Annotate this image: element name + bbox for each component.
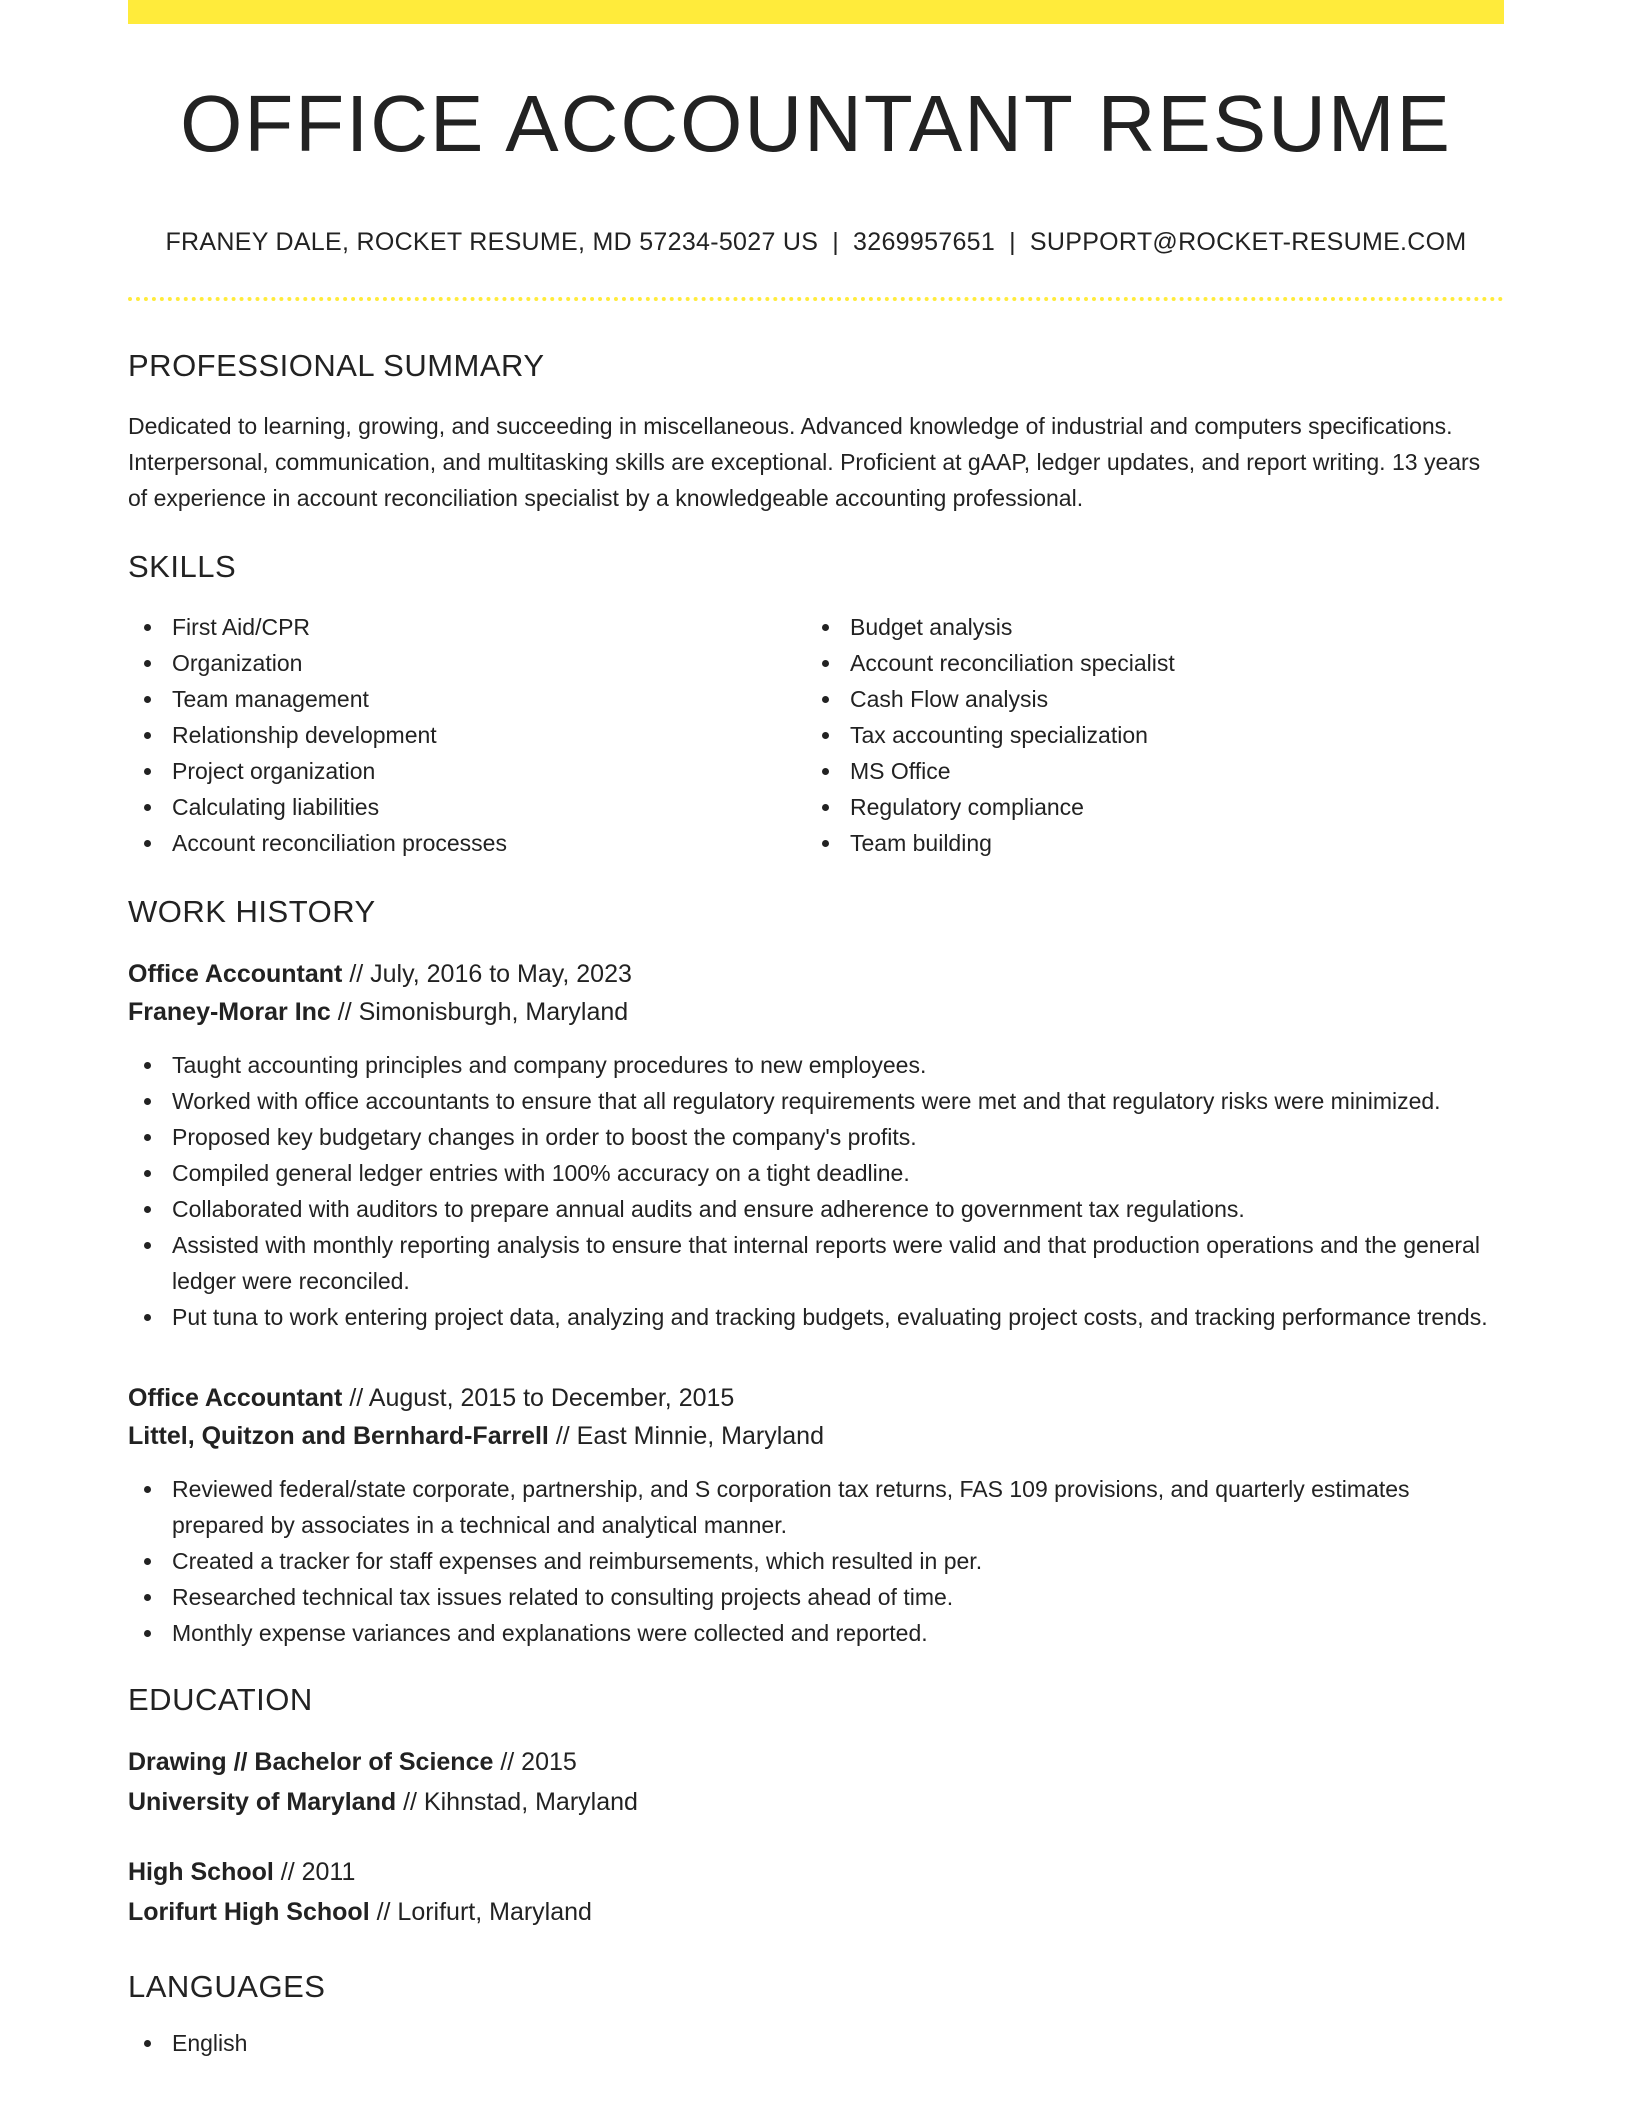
job-entry bbox=[128, 955, 1504, 1335]
education-degree-line bbox=[128, 1742, 1504, 1782]
job-entry bbox=[128, 1379, 1504, 1651]
skill-item: Organization bbox=[128, 645, 806, 681]
job-duties-list bbox=[128, 1471, 1504, 1651]
skills-grid bbox=[128, 609, 1504, 861]
job-title-line bbox=[128, 1379, 1504, 1417]
skill-item: Team building bbox=[806, 825, 1484, 861]
job-location: // Simonisburgh, Maryland bbox=[330, 997, 629, 1026]
skills-column-left bbox=[128, 609, 806, 861]
job-duty: Reviewed federal/state corporate, partnership, and S corporation tax returns, FAS 109 provisions, and quarterly estimates prepared by associates in a technical and analytical manner. bbox=[128, 1471, 1504, 1543]
education-year: // 2015 bbox=[493, 1747, 577, 1776]
education-location: // Kihnstad, Maryland bbox=[396, 1787, 638, 1816]
education-degree: Drawing // Bachelor of Science bbox=[128, 1747, 494, 1776]
languages-list bbox=[128, 2025, 1504, 2061]
skills-column-right bbox=[806, 609, 1484, 861]
education-school: University of Maryland bbox=[128, 1787, 397, 1816]
job-title-line bbox=[128, 955, 1504, 993]
job-title: Office Accountant bbox=[128, 1383, 343, 1412]
skills-heading: SKILLS bbox=[128, 549, 237, 585]
contact-phone: 3269957651 bbox=[853, 228, 996, 256]
skill-item: MS Office bbox=[806, 753, 1484, 789]
skill-item: Relationship development bbox=[128, 717, 806, 753]
contact-address: FRANEY DALE, ROCKET RESUME, MD 57234-5027 US bbox=[165, 228, 819, 256]
summary-text: Dedicated to learning, growing, and succeeding in miscellaneous. Advanced knowledge of industrial and computers specifications. Interpersonal, communication, and multitasking skills are exceptional. Proficient at gAAP, ledger updates, and report writing. 13 years of experience in account reconciliation specialist by a knowledgeable accounting professional. bbox=[128, 413, 1481, 512]
job-duty: Monthly expense variances and explanations were collected and reported. bbox=[128, 1615, 1504, 1651]
contact-line bbox=[128, 228, 1504, 257]
contact-separator: | bbox=[1009, 228, 1016, 256]
job-company: Franey-Morar Inc bbox=[128, 997, 331, 1026]
education-entry bbox=[128, 1852, 1504, 1932]
education-location: // Lorifurt, Maryland bbox=[369, 1897, 592, 1926]
education-school: Lorifurt High School bbox=[128, 1897, 370, 1926]
job-duty: Put tuna to work entering project data, analyzing and tracking budgets, evaluating project costs, and tracking performance trends. bbox=[128, 1299, 1504, 1335]
job-duties-list bbox=[128, 1047, 1504, 1335]
job-company: Littel, Quitzon and Bernhard-Farrell bbox=[128, 1421, 549, 1450]
skill-item: Team management bbox=[128, 681, 806, 717]
contact-email: SUPPORT@ROCKET-RESUME.COM bbox=[1029, 228, 1467, 256]
education-school-line bbox=[128, 1782, 1504, 1822]
contact-separator: | bbox=[832, 228, 840, 256]
job-title: Office Accountant bbox=[128, 959, 343, 988]
skill-item: Account reconciliation processes bbox=[128, 825, 806, 861]
skill-item: Project organization bbox=[128, 753, 806, 789]
resume-page bbox=[128, 0, 1504, 2061]
education-degree: High School bbox=[128, 1857, 274, 1886]
skill-item: Account reconciliation specialist bbox=[806, 645, 1484, 681]
education-school-line bbox=[128, 1892, 1504, 1932]
skill-item: First Aid/CPR bbox=[128, 609, 806, 645]
header-divider bbox=[128, 297, 1504, 301]
job-duty: Compiled general ledger entries with 100% accuracy on a tight deadline. bbox=[128, 1155, 1504, 1191]
language-item: English bbox=[128, 2025, 1504, 2061]
work-history-heading: WORK HISTORY bbox=[128, 894, 376, 930]
skill-item: Tax accounting specialization bbox=[806, 717, 1484, 753]
job-company-line bbox=[128, 993, 1504, 1031]
accent-top-bar bbox=[128, 0, 1504, 24]
job-duty: Proposed key budgetary changes in order to boost the company's profits. bbox=[128, 1119, 1504, 1155]
job-duty: Assisted with monthly reporting analysis to ensure that internal reports were valid and that production operations and the general ledger were reconciled. bbox=[128, 1227, 1504, 1299]
job-dates: // July, 2016 to May, 2023 bbox=[342, 959, 632, 988]
summary-heading: PROFESSIONAL SUMMARY bbox=[128, 348, 545, 383]
job-company-line bbox=[128, 1417, 1504, 1455]
languages-heading: LANGUAGES bbox=[128, 1968, 326, 2004]
education-heading: EDUCATION bbox=[128, 1681, 313, 1717]
skill-item: Calculating liabilities bbox=[128, 789, 806, 825]
job-duty: Researched technical tax issues related to consulting projects ahead of time. bbox=[128, 1579, 1504, 1615]
resume-title: OFFICE ACCOUNTANT RESUME bbox=[180, 79, 1452, 168]
skill-item: Budget analysis bbox=[806, 609, 1484, 645]
education-year: // 2011 bbox=[273, 1857, 356, 1886]
education-degree-line bbox=[128, 1852, 1504, 1892]
job-duty: Taught accounting principles and company procedures to new employees. bbox=[128, 1047, 1504, 1083]
skill-item: Cash Flow analysis bbox=[806, 681, 1484, 717]
skill-item: Regulatory compliance bbox=[806, 789, 1484, 825]
job-duty: Worked with office accountants to ensure that all regulatory requirements were met and that regulatory risks were minimized. bbox=[128, 1083, 1504, 1119]
job-dates: // August, 2015 to December, 2015 bbox=[342, 1383, 735, 1412]
education-entry bbox=[128, 1742, 1504, 1822]
job-location: // East Minnie, Maryland bbox=[548, 1421, 824, 1450]
job-duty: Collaborated with auditors to prepare annual audits and ensure adherence to government tax regulations. bbox=[128, 1191, 1504, 1227]
job-duty: Created a tracker for staff expenses and reimbursements, which resulted in per. bbox=[128, 1543, 1504, 1579]
